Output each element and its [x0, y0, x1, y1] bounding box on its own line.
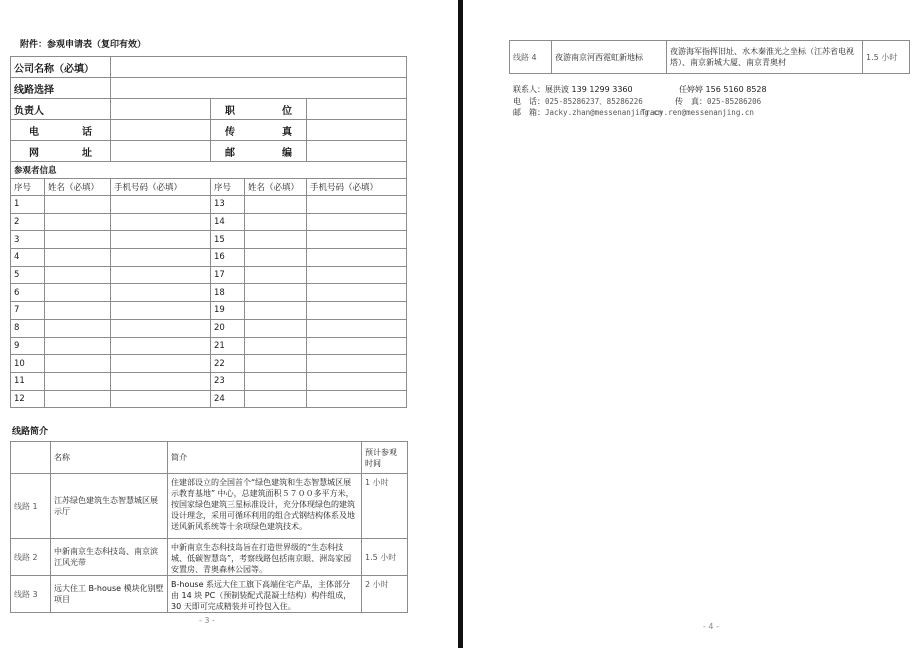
row-number: 8	[11, 319, 45, 337]
visitor-name-field[interactable]	[245, 337, 307, 355]
visitor-mobile-field[interactable]	[111, 355, 211, 373]
position-field[interactable]	[307, 99, 407, 120]
email-link-2[interactable]: Tracy.ren@messenanjing.cn	[641, 108, 754, 117]
visitor-mobile-field[interactable]	[111, 337, 211, 355]
routes-header-name: 名称	[51, 442, 168, 474]
visitor-mobile-field[interactable]	[111, 196, 211, 214]
visitor-name-field[interactable]	[45, 355, 111, 373]
row-number: 14	[211, 213, 245, 231]
visitor-name-field[interactable]	[245, 390, 307, 408]
fax-label: 传 真：	[675, 96, 707, 106]
routes-header-time: 预计参观时间	[362, 442, 408, 474]
route-row	[11, 539, 408, 576]
visitor-mobile-field[interactable]	[307, 284, 407, 302]
row-number: 9	[11, 337, 45, 355]
row-number: 21	[211, 337, 245, 355]
page-4	[463, 0, 924, 648]
routes-title: 线路简介	[12, 427, 49, 437]
visitor-mobile-field[interactable]	[111, 319, 211, 337]
route-name: 夜游南京河西霓虹新地标	[552, 41, 667, 74]
col-name-header: 姓名（必填）	[245, 179, 307, 196]
row-number: 15	[211, 231, 245, 249]
visitor-name-field[interactable]	[245, 284, 307, 302]
visitor-name-field[interactable]	[245, 372, 307, 390]
row-number: 1	[11, 196, 45, 214]
visitor-name-field[interactable]	[45, 266, 111, 284]
page-number: - 4 -	[703, 622, 719, 631]
postcode-field[interactable]	[307, 141, 407, 162]
route-name: 远大住工 B-house 模块化别墅项目	[51, 576, 168, 613]
visitor-name-field[interactable]	[45, 319, 111, 337]
route-time: 2 小时	[362, 576, 408, 613]
route-intro: 住建部设立的全国首个“绿色建筑和生态智慧城区展示教育基地” 中心，总建筑面积５７００多平方米，按国家绿色建筑三星标准设计，充分体现绿色的建筑设计理念，采用可循环利用的组合式钢结构体系及地送风新风系统等十余项绿色建筑技术。	[168, 474, 362, 539]
row-number: 23	[211, 372, 245, 390]
visitor-mobile-field[interactable]	[307, 231, 407, 249]
visitor-mobile-field[interactable]	[307, 372, 407, 390]
email-link-1[interactable]: Jacky.zhan@messenanjing.cn	[545, 108, 663, 117]
contact-label: 联系人：	[513, 85, 545, 94]
route-id: 线路 3	[11, 576, 51, 613]
website-label: 网 址	[11, 141, 111, 162]
row-number: 17	[211, 266, 245, 284]
col-name-header: 姓名（必填）	[45, 179, 111, 196]
visitor-name-field[interactable]	[45, 372, 111, 390]
row-number: 6	[11, 284, 45, 302]
route-row	[510, 41, 910, 74]
visitor-name-field[interactable]	[45, 231, 111, 249]
route-intro: 中新南京生态科技岛旨在打造世界级的“生态科技城、低碳智慧岛”，考察线路包括南京眼、洲岛家园安置房、青奥森林公园等。	[168, 539, 362, 576]
route-time: 1 小时	[362, 474, 408, 539]
visitor-mobile-field[interactable]	[307, 302, 407, 320]
attachment-header: 附件：参观申请表（复印有效）	[20, 40, 147, 50]
visitor-mobile-field[interactable]	[307, 355, 407, 373]
row-number: 3	[11, 231, 45, 249]
route-intro: 夜游海军指挥旧址、水木秦淮光之坐标（江苏省电视塔）、南京新城大厦、南京青奥村	[667, 41, 863, 74]
col-mobile-header: 手机号码（必填）	[307, 179, 407, 196]
page-number: - 3 -	[199, 616, 215, 625]
company-name-label: 公司名称（必填）	[11, 57, 111, 78]
visitor-mobile-field[interactable]	[111, 302, 211, 320]
row-number: 22	[211, 355, 245, 373]
visitor-name-field[interactable]	[45, 390, 111, 408]
visitor-mobile-field[interactable]	[307, 266, 407, 284]
phone-label: 电 话	[11, 120, 111, 141]
phone-field[interactable]	[111, 120, 211, 141]
row-number: 20	[211, 319, 245, 337]
visitor-mobile-field[interactable]	[307, 319, 407, 337]
row-number: 24	[211, 390, 245, 408]
visitor-name-field[interactable]	[45, 337, 111, 355]
visitor-mobile-field[interactable]	[307, 213, 407, 231]
col-mobile-header: 手机号码（必填）	[111, 179, 211, 196]
row-number: 16	[211, 249, 245, 267]
fax-value: 025-85286206	[707, 96, 762, 106]
page-3	[0, 0, 458, 648]
visitor-name-field[interactable]	[245, 266, 307, 284]
route-row	[11, 474, 408, 539]
visitor-mobile-field[interactable]	[307, 249, 407, 267]
row-number: 11	[11, 372, 45, 390]
contact-person-2: 任婷婷 156 5160 8528	[679, 85, 767, 94]
fax-field[interactable]	[307, 120, 407, 141]
visitor-mobile-field[interactable]	[307, 337, 407, 355]
visitor-mobile-field[interactable]	[307, 196, 407, 214]
col-no-header: 序号	[211, 179, 245, 196]
company-name-field[interactable]	[111, 57, 407, 78]
visitor-name-field[interactable]	[245, 196, 307, 214]
routes-header-intro: 简介	[168, 442, 362, 474]
row-number: 10	[11, 355, 45, 373]
visitor-mobile-field[interactable]	[111, 213, 211, 231]
visitor-mobile-field[interactable]	[111, 231, 211, 249]
visitor-name-field[interactable]	[45, 249, 111, 267]
visitor-mobile-field[interactable]	[307, 390, 407, 408]
visitor-name-field[interactable]	[245, 355, 307, 373]
email-label: 邮 箱：	[513, 108, 545, 117]
route-selection-field[interactable]	[111, 78, 407, 99]
route-id: 线路 2	[11, 539, 51, 576]
row-number: 19	[211, 302, 245, 320]
contact-person-1: 展洪波 139 1299 3360	[545, 85, 633, 94]
row-number: 7	[11, 302, 45, 320]
visitor-mobile-field[interactable]	[111, 372, 211, 390]
row-number: 13	[211, 196, 245, 214]
row-number: 4	[11, 249, 45, 267]
routes-table	[10, 441, 408, 613]
visitor-info-label: 参观者信息	[11, 162, 407, 179]
phone-value: 025-85286237、85286226	[545, 96, 643, 106]
postcode-label: 邮 编	[211, 141, 307, 162]
row-number: 5	[11, 266, 45, 284]
visitor-name-field[interactable]	[45, 284, 111, 302]
visitor-name-field[interactable]	[245, 319, 307, 337]
route-id: 线路 4	[510, 41, 552, 74]
route4-table	[509, 40, 910, 74]
routes-header-blank	[11, 442, 51, 474]
visitor-rows	[11, 196, 407, 408]
visitor-mobile-field[interactable]	[111, 249, 211, 267]
col-no-header: 序号	[11, 179, 45, 196]
row-number: 2	[11, 213, 45, 231]
leader-label: 负责人	[11, 99, 111, 120]
route-row	[11, 576, 408, 613]
route-name: 中新南京生态科技岛、南京滨江风光带	[51, 539, 168, 576]
row-number: 12	[11, 390, 45, 408]
route-time: 1.5 小时	[863, 41, 910, 74]
website-field[interactable]	[111, 141, 211, 162]
visitor-name-field[interactable]	[245, 231, 307, 249]
route-intro: B-house 系远大住工旗下高端住宅产品，主体部分由 14 块 PC（预制装配式混凝土结构）构件组成，30 天即可完成精装并可拎包入住。	[168, 576, 362, 613]
application-form-table	[10, 56, 407, 408]
visitor-name-field[interactable]	[245, 302, 307, 320]
visitor-name-field[interactable]	[45, 302, 111, 320]
phone-label: 电 话：	[513, 96, 545, 106]
visitor-mobile-field[interactable]	[111, 266, 211, 284]
visitor-name-field[interactable]	[45, 196, 111, 214]
visitor-mobile-field[interactable]	[111, 284, 211, 302]
fax-label: 传 真	[211, 120, 307, 141]
visitor-name-field[interactable]	[245, 249, 307, 267]
position-label: 职 位	[211, 99, 307, 120]
visitor-mobile-field[interactable]	[111, 390, 211, 408]
visitor-name-field[interactable]	[245, 213, 307, 231]
route-id: 线路 1	[11, 474, 51, 539]
route-time: 1.5 小时	[362, 539, 408, 576]
leader-field[interactable]	[111, 99, 211, 120]
route-selection-label: 线路选择	[11, 78, 111, 99]
row-number: 18	[211, 284, 245, 302]
visitor-name-field[interactable]	[45, 213, 111, 231]
route-name: 江苏绿色建筑生态智慧城区展示厅	[51, 474, 168, 539]
